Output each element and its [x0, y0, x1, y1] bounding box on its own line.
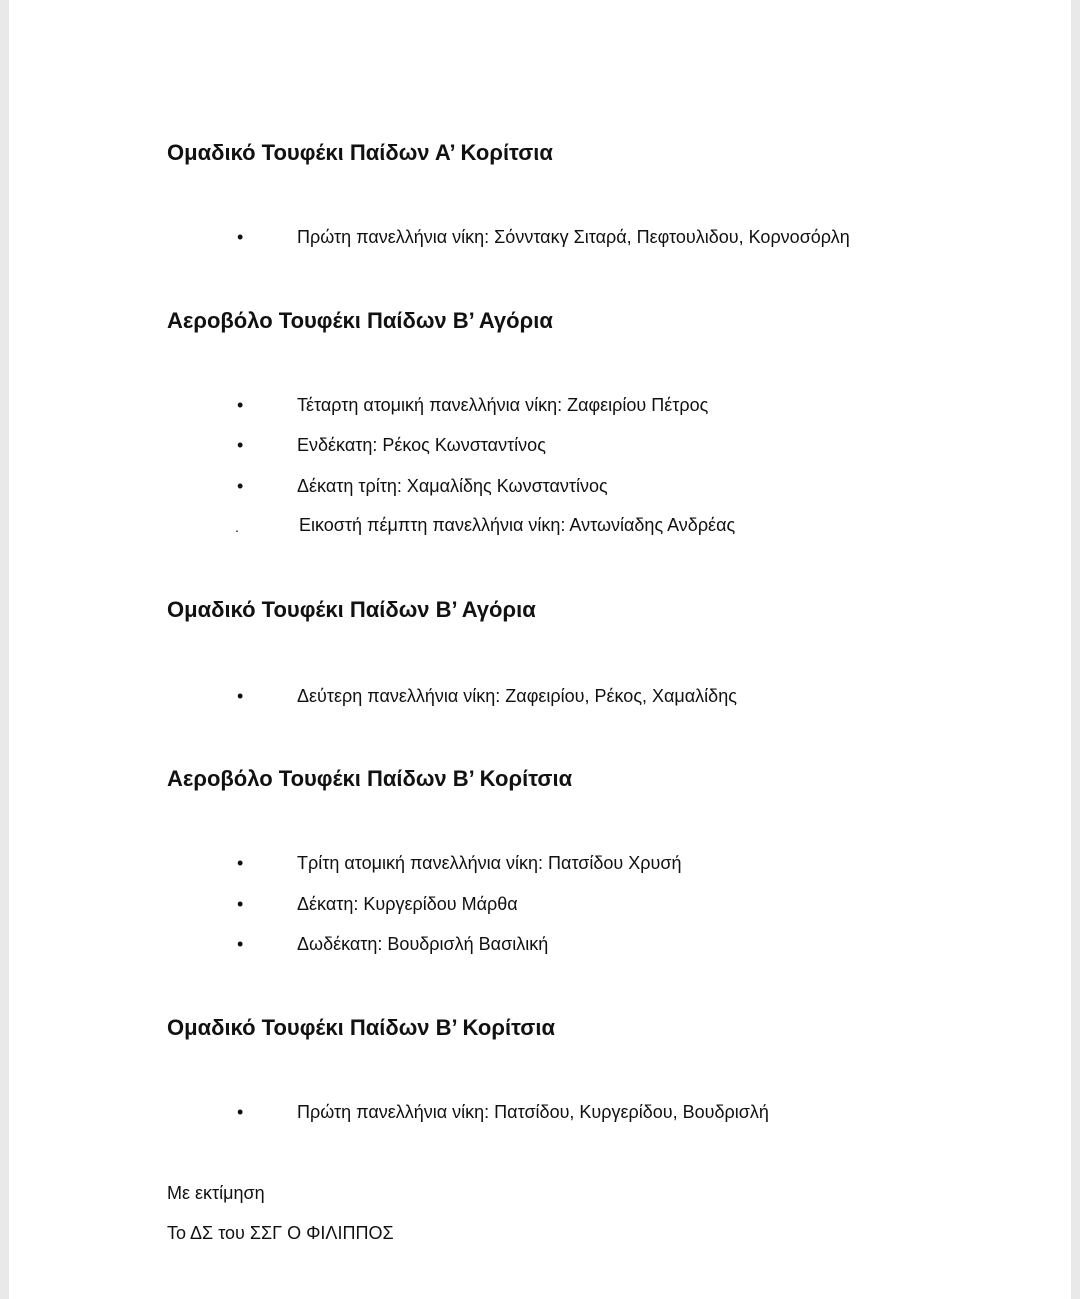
bullet-icon: • [237, 395, 244, 415]
list-item-text: Δωδέκατη: Βουδρισλή Βασιλική [297, 934, 549, 954]
section-heading: Ομαδικό Τουφέκι Παίδων Β’ Αγόρια [167, 597, 536, 622]
list-item [9, 891, 1071, 917]
list-item [9, 1099, 1071, 1125]
bullet-icon: • [237, 227, 244, 247]
document-page [9, 0, 1071, 1299]
list-item [9, 683, 1071, 709]
list-item-text: Τέταρτη ατομική πανελλήνια νίκη: Ζαφειρίου Πέτρος [297, 395, 709, 415]
list-item [9, 473, 1071, 499]
list-item-text: Δεύτερη πανελλήνια νίκη: Ζαφειρίου, Ρέκος, Χαμαλίδης [297, 686, 737, 706]
list-item [9, 931, 1071, 957]
list-item [9, 512, 1071, 538]
bullet-icon: • [237, 934, 244, 954]
list-item-text: Ενδέκατη: Ρέκος Κωνσταντίνος [297, 435, 546, 455]
list-item [9, 392, 1071, 418]
signature: Το ΔΣ του ΣΣΓ Ο ΦΙΛΙΠΠΟΣ [167, 1223, 394, 1243]
list-item [9, 224, 1071, 250]
list-item [9, 850, 1071, 876]
section-heading: Αεροβόλο Τουφέκι Παίδων Β’ Κορίτσια [167, 766, 573, 791]
bullet-icon: • [237, 686, 244, 706]
section-heading: Αεροβόλο Τουφέκι Παίδων Β’ Αγόρια [167, 308, 553, 333]
section-heading: Ομαδικό Τουφέκι Παίδων Α’ Κορίτσια [167, 140, 553, 165]
list-item-text: Πρώτη πανελλήνια νίκη: Πατσίδου, Κυργερίδου, Βουδρισλή [297, 1102, 769, 1122]
bullet-icon: • [237, 853, 244, 873]
list-item-text: Δέκατη: Κυργερίδου Μάρθα [297, 894, 518, 914]
bullet-icon: . [235, 519, 239, 535]
list-item-text: Εικοστή πέμπτη πανελλήνια νίκη: Αντωνίαδης Ανδρέας [299, 515, 736, 535]
list-item-text: Δέκατη τρίτη: Χαμαλίδης Κωνσταντίνος [297, 476, 608, 496]
bullet-icon: • [237, 894, 244, 914]
list-item-text: Τρίτη ατομική πανελλήνια νίκη: Πατσίδου Χρυσή [297, 853, 682, 873]
list-item-text: Πρώτη πανελλήνια νίκη: Σόνντακγ Σιταρά, Πεφτουλιδου, Κορνοσόρλη [297, 227, 850, 247]
closing-regards: Με εκτίμηση [167, 1183, 265, 1203]
bullet-icon: • [237, 1102, 244, 1122]
list-item [9, 432, 1071, 458]
section-heading: Ομαδικό Τουφέκι Παίδων Β’ Κορίτσια [167, 1015, 555, 1040]
bullet-icon: • [237, 476, 244, 496]
bullet-icon: • [237, 435, 244, 455]
